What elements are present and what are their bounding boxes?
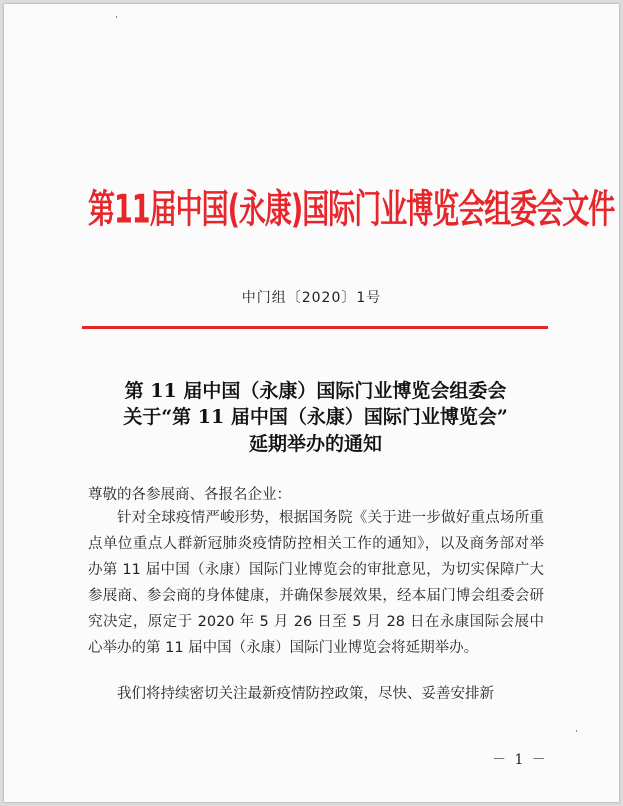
red-divider bbox=[82, 326, 548, 329]
document-page bbox=[4, 4, 619, 802]
scan-speck bbox=[576, 730, 577, 732]
page-number: － 1 － bbox=[492, 752, 548, 768]
scan-speck bbox=[116, 16, 117, 18]
notice-title-line-1: 第 11 届中国（永康）国际门业博览会组委会 bbox=[124, 380, 507, 402]
body-paragraph-1: 针对全球疫情严峻形势，根据国务院《关于进一步做好重点场所重点单位重点人群新冠肺炎疫情防控相关工作的通知》，以及商务部对举办第 11 届中国（永康）国际门业博览会的审批意见，为切实保障广大参展商、参会商的身体健康，并确保参展效果，经本届门博会组委会研究决定，原定于 2020 年 5 月 26 日至 5 月 28 日在永康国际会展中心举办的第 11 届中国（永康）国际门业博览会将延期举办。 bbox=[88, 510, 544, 656]
notice-title-line-3: 延期举办的通知 bbox=[248, 433, 382, 455]
notice-title-line-2: 关于“第 11 届中国（永康）国际门业博览会” bbox=[123, 406, 508, 428]
salutation: 尊敬的各参展商、各报名企业： bbox=[88, 487, 291, 503]
document-number: 中门组〔2020〕1号 bbox=[241, 290, 382, 306]
body-paragraph-2: 我们将持续密切关注最新疫情防控政策，尽快、妥善安排新 bbox=[117, 686, 494, 702]
document-header-title: 第11届中国(永康)国际门业博览会组委会文件 bbox=[88, 187, 615, 233]
